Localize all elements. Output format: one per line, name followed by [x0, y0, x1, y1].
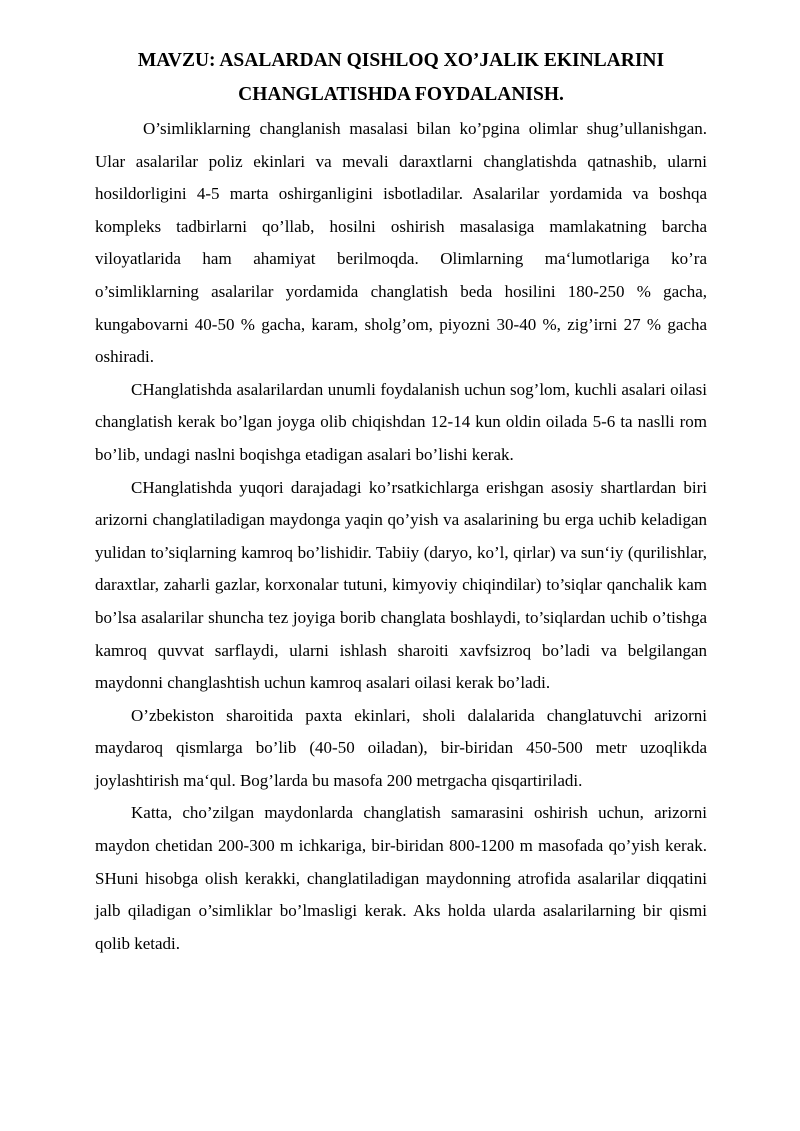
title-line-2: CHANGLATISHDA FOYDALANISH. [238, 84, 564, 105]
paragraph-5: Katta, cho’zilgan maydonlarda changlatish samarasini oshirish uchun, arizorni maydon chetidan 200-300 m ichkariga, bir-biridan 800-1200 m masofada qo’yish kerak. SHuni hisobga olish kerakki, changlatiladigan maydonning atrofida asalarilar diqqatini jalb qiladigan o’simliklar bo’lmasligi kerak. Aks holda ularda asalarilarning bir qismi qolib ketadi. [95, 803, 707, 953]
page-title [95, 44, 707, 112]
paragraph-3: CHanglatishda yuqori darajadagi ko’rsatkichlarga erishgan asosiy shartlardan biri arizorni changlatiladigan maydonga yaqin qo’yish va asalarining bu erga uchib keladigan yulidan to’siqlarning kamroq bo’lishidir. Tabiiy (daryo, ko’l, qirlar) va sun‘iy (qurilishlar, daraxtlar, zaharli gazlar, korxonalar tutuni, kimyoviy chiqindilar) to’siqlar qanchalik kam bo’lsa asalarilar shuncha tez joyiga borib changlata boshlaydi, to’siqlardan uchib o’tishga kamroq quvvat sarflaydi, ularni ishlash sharoiti xavfsizroq bo’ladi va belgilangan maydonni changlashtish uchun kamroq asalari oilasi kerak bo’ladi. [95, 477, 707, 693]
paragraph-4: O’zbekiston sharoitida paxta ekinlari, sholi dalalarida changlatuvchi arizorni maydaroq qismlarga bo’lib (40-50 oiladan), bir-biridan 450-500 metr uzoqlikda joylashtirish ma‘qul. Bog’larda bu masofa 200 metrgacha qisqartiriladi. [95, 705, 707, 790]
document-page [95, 44, 707, 960]
paragraph-2: CHanglatishda asalarilardan unumli foydalanish uchun sog’lom, kuchli asalari oilasi changlatish kerak bo’lgan joyga olib chiqishdan 12-14 kun oldin oilada 5-6 ta naslli rom bo’lib, undagi naslni boqishga etadigan asalari bo’lishi kerak. [95, 379, 707, 464]
paragraph-1: O’simliklarning changlanish masalasi bilan ko’pgina olimlar shug’ullanishgan. Ular asalarilar poliz ekinlari va mevali daraxtlarni changlatishda qatnashib, ularni hosildorligini 4-5 marta oshirganligini isbotladilar. Asalarilar yordamida va boshqa kompleks tadbirlarni qo’llab, hosilni oshirish masalasiga mamlakatning barcha viloyatlarida ham ahamiyat berilmoqda. Olimlarning ma‘lumotlariga ko’ra o’simliklarning asalarilar yordamida changlatish beda hosilini 180-250 % gacha, kungabovarni 40-50 % gacha, karam, sholg’om, piyozni 30-40 %, zig’irni 27 % gacha oshiradi. [95, 119, 707, 367]
title-line-1: MAVZU: ASALARDAN QISHLOQ XO’JALIK EKINLARINI [137, 50, 665, 71]
